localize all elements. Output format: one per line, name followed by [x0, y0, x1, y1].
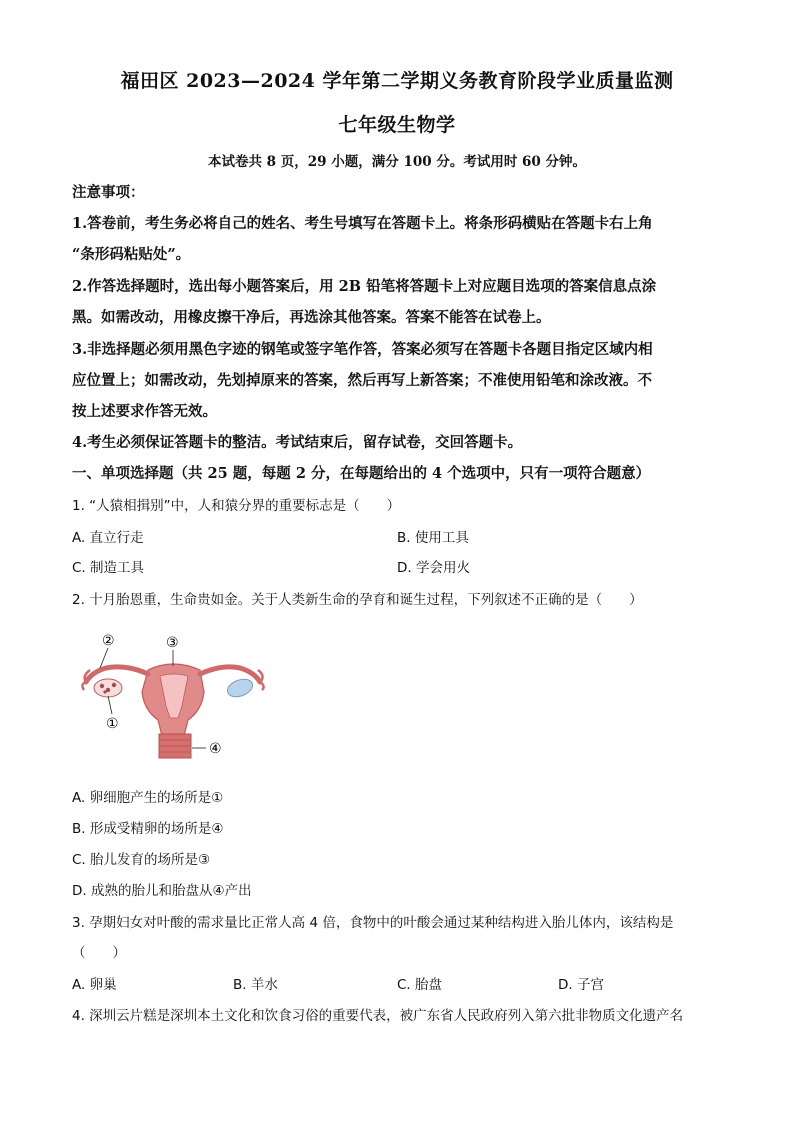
q1-option-d[interactable]: D. 学会用火	[397, 560, 470, 576]
notice-heading: 注意事项：	[72, 184, 145, 201]
label-1: ①	[106, 716, 119, 732]
question-4-stem: 4. 深圳云片糕是深圳本土文化和饮食习俗的重要代表，被广东省人民政府列入第六批非物质文化遗产名	[72, 1008, 684, 1024]
notice-line: 3.非选择题必须用黑色字迹的钢笔或签字笔作答，答案必须写在答题卡各题目指定区域内相	[72, 341, 653, 358]
exam-subject: 七年级生物学	[338, 114, 456, 136]
notice-line: “条形码粘贴处”。	[72, 246, 191, 263]
q3-option-a[interactable]: A. 卵巢	[72, 977, 117, 993]
notice-line: 2.作答选择题时，选出每小题答案后，用 2B 铅笔将答题卡上对应题目选项的答案信息点涂	[72, 278, 657, 295]
label-3: ③	[166, 635, 179, 651]
notice-line: 按上述要求作答无效。	[72, 403, 217, 420]
q2-option-a[interactable]: A. 卵细胞产生的场所是①	[72, 790, 224, 806]
exam-title: 福田区 2023—2024 学年第二学期义务教育阶段学业质量监测	[120, 70, 674, 92]
q2-option-d[interactable]: D. 成熟的胎儿和胎盘从④产出	[72, 883, 252, 899]
notice-line: 4.考生必须保证答题卡的整洁。考试结束后，留存试卷，交回答题卡。	[72, 434, 523, 451]
question-3-stem: 3. 孕期妇女对叶酸的需求量比正常人高 4 倍，食物中的叶酸会通过某种结构进入胎儿体内，该结构是	[72, 915, 674, 931]
notice-line: 应位置上；如需改动，先划掉原来的答案，然后再写上新答案；不准使用铅笔和涂改液。不	[72, 372, 652, 389]
q3-option-d[interactable]: D. 子宫	[558, 977, 604, 993]
q2-option-c[interactable]: C. 胎儿发育的场所是③	[72, 852, 211, 868]
label-2: ②	[102, 633, 115, 649]
section-heading: 一、单项选择题（共 25 题，每题 2 分，在每题给出的 4 个选项中，只有一项符合题意）	[72, 465, 651, 482]
label-4: ④	[209, 741, 222, 757]
exam-meta: 本试卷共 8 页，29 小题，满分 100 分。考试用时 60 分钟。	[207, 154, 587, 170]
question-2-stem: 2. 十月胎恩重，生命贵如金。关于人类新生命的孕育和诞生过程，下列叙述不正确的是（ ）	[72, 592, 643, 608]
q3-option-b[interactable]: B. 羊水	[233, 977, 278, 993]
q1-option-c[interactable]: C. 制造工具	[72, 560, 145, 576]
q2-option-b[interactable]: B. 形成受精卵的场所是④	[72, 821, 224, 837]
female-reproductive-system-diagram	[78, 628, 268, 764]
notice-line: 黑。如需改动，用橡皮擦干净后，再选涂其他答案。答案不能答在试卷上。	[72, 309, 551, 326]
question-3-blank: （ ）	[72, 945, 126, 961]
q3-option-c[interactable]: C. 胎盘	[397, 977, 443, 993]
notice-line: 1.答卷前，考生务必将自己的姓名、考生号填写在答题卡上。将条形码横贴在答题卡右上角	[72, 215, 653, 232]
q1-option-b[interactable]: B. 使用工具	[397, 530, 469, 546]
question-1-stem: 1. “人猿相揖别”中，人和猿分界的重要标志是（ ）	[72, 498, 401, 514]
q1-option-a[interactable]: A. 直立行走	[72, 530, 144, 546]
